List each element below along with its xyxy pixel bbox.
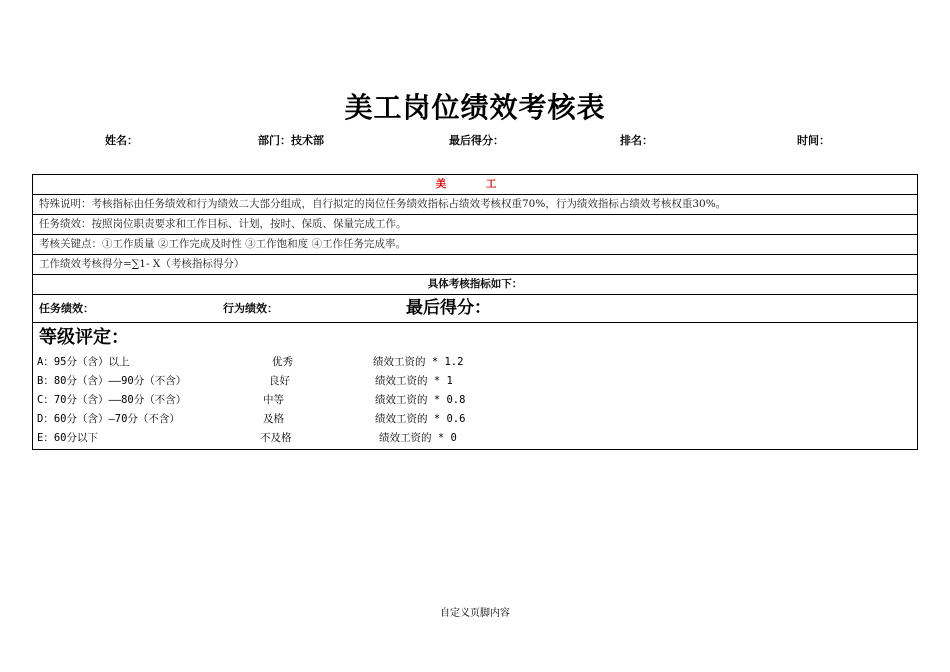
grade-level: 及格 [263, 413, 284, 425]
grade-level: 优秀 [272, 356, 293, 368]
grade-row-b [33, 372, 917, 391]
indicators-heading-row: 具体考核指标如下： [33, 275, 917, 295]
key-points-row: 考核关键点：①工作质量 ②工作完成及时性 ③工作饱和度 ④工作任务完成率。 [33, 235, 917, 255]
table-heading: 美 工 [33, 175, 917, 195]
scores-row [33, 295, 917, 323]
score-formula-row: 工作绩效考核得分=∑1- X（考核指标得分） [33, 255, 917, 275]
grade-range: A：95分（含）以上 [37, 356, 130, 368]
final-score-header-label: 最后得分： [449, 134, 504, 147]
grade-level: 良好 [269, 375, 290, 387]
grade-pay: 绩效工资的 * 0.8 [375, 394, 466, 406]
grade-section [33, 323, 917, 449]
assessment-table [32, 174, 918, 450]
grade-row-a [33, 353, 917, 372]
grade-pay: 绩效工资的 * 1.2 [373, 356, 464, 368]
task-performance-row: 任务绩效：按照岗位职责要求和工作目标、计划，按时、保质、保量完成工作。 [33, 215, 917, 235]
grade-row-c [33, 391, 917, 410]
department-label: 部门：技术部 [258, 134, 324, 147]
time-label: 时间： [797, 134, 830, 147]
name-label: 姓名： [105, 134, 138, 147]
task-score-label: 任务绩效： [39, 302, 94, 315]
grade-pay: 绩效工资的 * 0.6 [375, 413, 466, 425]
page-footer: 自定义页脚内容 [440, 608, 510, 619]
grade-range: E：60分以下 [37, 432, 98, 444]
page-title: 美工岗位绩效考核表 [344, 91, 606, 124]
grade-row-e [33, 429, 917, 448]
special-note-row: 特殊说明：考核指标由任务绩效和行为绩效二大部分组成，自行拟定的岗位任务绩效指标占绩效考核权重70%，行为绩效指标占绩效考核权重30%。 [33, 195, 917, 215]
final-score-label: 最后得分： [406, 298, 491, 318]
grade-row-d [33, 410, 917, 429]
grade-level: 不及格 [260, 432, 292, 444]
grade-pay: 绩效工资的 * 1 [375, 375, 453, 387]
grade-range: B：80分（含）——90分（不含） [37, 375, 187, 387]
grade-range: D：60分（含）—70分（不含） [37, 413, 180, 425]
rank-label: 排名： [620, 134, 653, 147]
grade-range: C：70分（含）——80分（不含） [37, 394, 187, 406]
behavior-score-label: 行为绩效： [223, 302, 278, 315]
grade-heading: 等级评定： [39, 327, 129, 348]
grade-level: 中等 [263, 394, 284, 406]
grade-pay: 绩效工资的 * 0 [379, 432, 457, 444]
